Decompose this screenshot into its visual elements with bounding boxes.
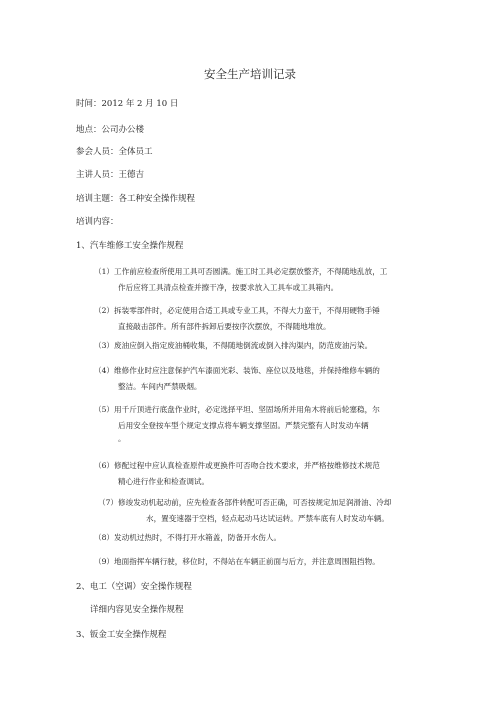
list-item: （3）废油应倒入指定废油桶收集，不得随地倒流或倒入排沟渠内，防范废油污染。	[94, 341, 373, 350]
section-detail: 详细内容见安全操作规程	[90, 605, 184, 615]
list-item: （5）用千斤顶进行底盘作业时，必定选择平坦、坚固场所并用角木将前后轮塞稳，尔 后用安全登按车型个规定支撑点将车辆支撑坚固。严禁完整有人时发动车辆 。	[94, 405, 380, 443]
list-item: （2）拆装零部件时，必定使用合适工具或专业工具，不得大力蛮干，不得用硬物手锤 直接敲击部件。所有部件拆卸后要按序次摆放，不得随地堆放。	[94, 306, 380, 331]
meta-attendees: 参会人员：全体员工	[76, 147, 153, 157]
list-item: （7）修竣发动机起动前，应先检查各部件转配可否正确，可否按规定加足润滑油、冷却 水，置变速器于空档，轻点起动马达试运转。严禁车底有人时发动车辆。	[98, 498, 392, 523]
document-title: 安全生产培训记录	[204, 67, 296, 81]
section-heading: 1、汽车维修工安全操作规程	[76, 241, 184, 251]
list-item: （1）工作前应检查所使用工具可否圆满。施工时工具必定摆放整齐，不得随地乱放，工 作后应将工具清点检查并擦干净，按要求放入工具车或工具箱内。	[94, 267, 388, 292]
section-heading: 3、钣金工安全操作规程	[76, 630, 167, 640]
meta-content-label: 培训内容：	[76, 217, 119, 227]
meta-topic: 培训主题：各工种安全操作规程	[76, 194, 196, 204]
meta-speaker: 主讲人员：王德吉	[76, 170, 145, 180]
meta-place: 地点：公司办公楼	[76, 125, 145, 135]
list-item: （8）发动机过热时，不得打开水箱盖，防备开水伤人。	[94, 533, 282, 542]
list-item: （4）维修作业时应注意保护汽车漆面光彩、装饰、座位以及地毯，并保持维修车辆的 整洁。车间内严禁吸烟。	[94, 366, 380, 391]
list-item: （9）地面指挥车辆行驶，移位时，不得站在车辆正前面与后方，并注意周围阻挡物。	[94, 557, 380, 566]
list-item: （6）修配过程中应认真检查原件或更换件可否吻合技术要求，并严格按维修技术规范 精心进行作业和检查调试。	[94, 461, 380, 486]
meta-time: 时间：2012 年 2 月 10 日	[76, 99, 179, 109]
section-heading: 2、电工（空调）安全操作规程	[76, 582, 192, 592]
